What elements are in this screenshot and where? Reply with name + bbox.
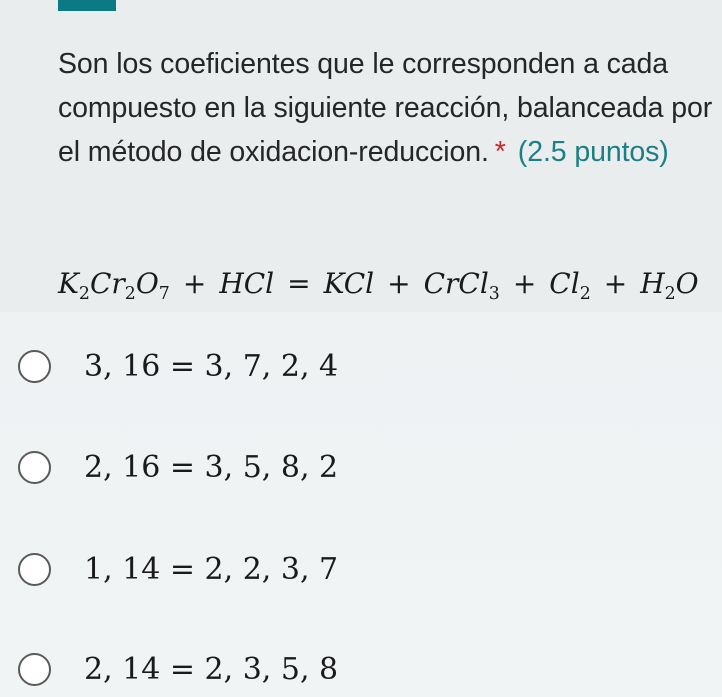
option-3[interactable] bbox=[18, 546, 618, 596]
points-label: (2.5 puntos) bbox=[517, 136, 669, 168]
option-4[interactable] bbox=[18, 646, 618, 696]
radio-button[interactable] bbox=[18, 553, 51, 586]
radio-button[interactable] bbox=[18, 350, 51, 383]
accent-bar bbox=[58, 0, 116, 11]
question-title bbox=[58, 42, 713, 174]
question-block bbox=[0, 0, 722, 312]
option-label: 2, 16 = 3, 5, 8, 2 bbox=[84, 450, 339, 485]
reaction-equation: $K_2Cr_2O_7$ + HCl = KCl + CrCl$_3$ + $Cl_2 + H_2O$ bbox=[58, 267, 699, 305]
option-2[interactable] bbox=[18, 444, 618, 494]
option-label: 1, 14 = 2, 2, 3, 7 bbox=[84, 552, 339, 587]
radio-button[interactable] bbox=[18, 451, 51, 484]
option-1[interactable] bbox=[18, 343, 618, 393]
question-text: Son los coeficientes que le corresponden a cada compuesto en la siguiente reacción, balanceada por el método de oxidacion-reduccion. bbox=[58, 48, 713, 168]
option-label: 3, 16 = 3, 7, 2, 4 bbox=[84, 349, 339, 384]
radio-button[interactable] bbox=[18, 653, 51, 686]
option-label: 2, 14 = 2, 3, 5, 8 bbox=[84, 652, 339, 687]
required-indicator: * bbox=[494, 136, 506, 168]
